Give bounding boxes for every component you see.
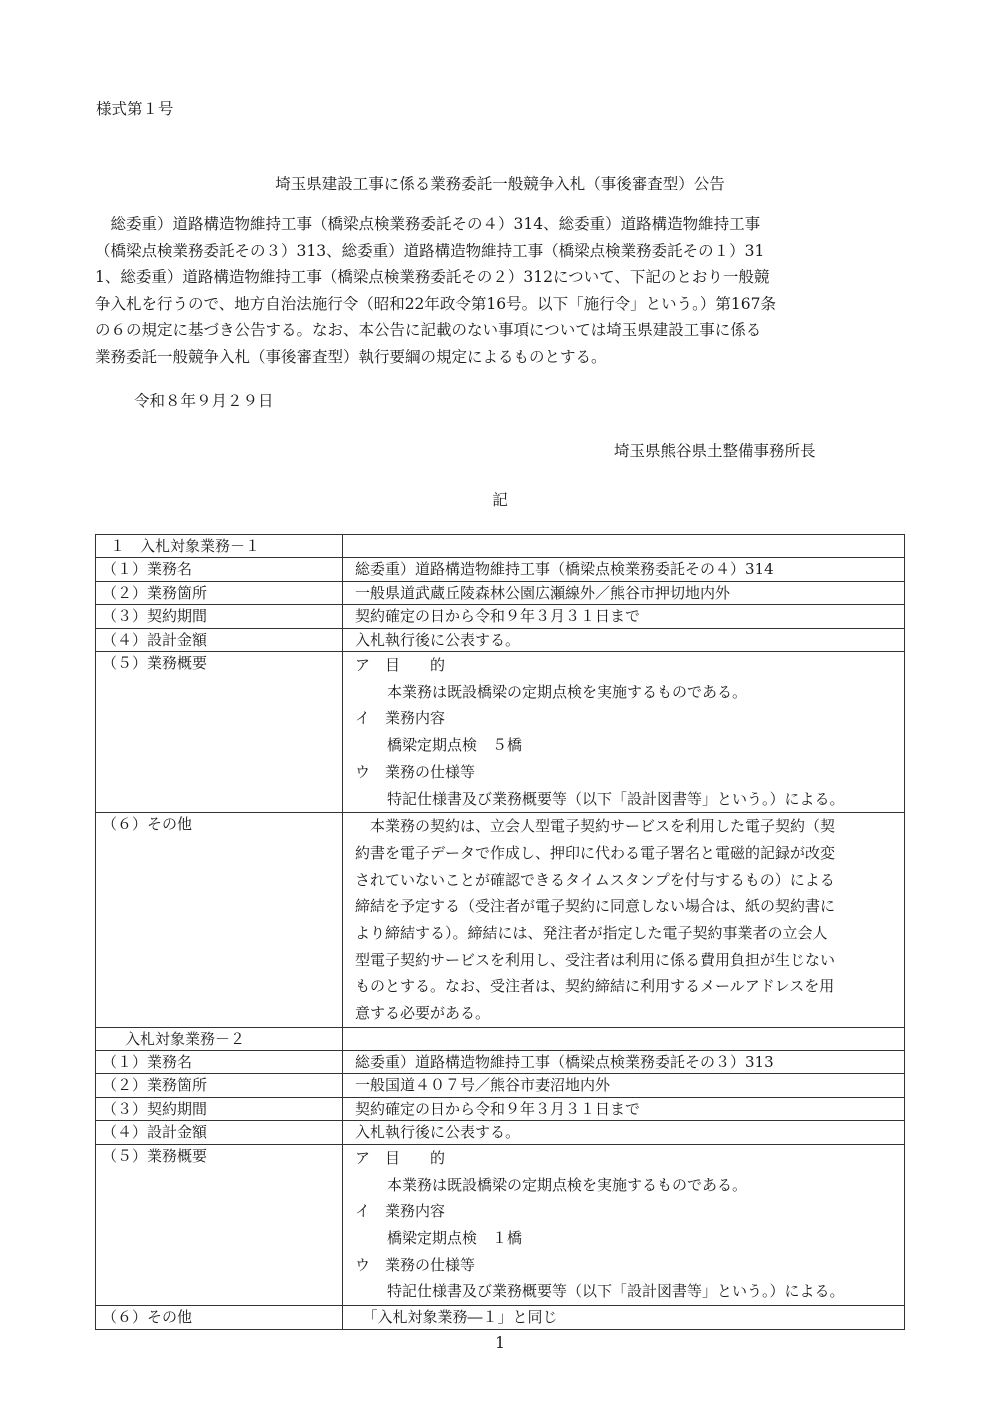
row-value: 総委重）道路構造物維持工事（橋梁点検業務委託その４）314 [343, 558, 905, 582]
other-line: 型電子契約サービスを利用し、受注者は利用に係る費用負担が生じない [355, 950, 836, 969]
table-row [96, 1306, 905, 1330]
row-value: 一般県道武蔵丘陵森林公園広瀬線外／熊谷市押切地内外 [343, 581, 905, 605]
summary-line: ウ 業務の仕様等 [355, 1255, 476, 1274]
summary-line: 橋梁定期点検 １橋 [387, 1228, 523, 1247]
row-value: 一般国道４０７号／熊谷市妻沼地内外 [343, 1074, 905, 1098]
table-row [96, 652, 905, 813]
summary-line: イ 業務内容 [355, 709, 446, 728]
notice-date: 令和８年９月２９日 [134, 392, 274, 410]
table-row [96, 558, 905, 582]
row-label: （６）その他 [96, 813, 343, 1028]
table-row [96, 581, 905, 605]
issuer: 埼玉県熊谷県土整備事務所長 [614, 442, 816, 460]
row-value: 契約確定の日から令和９年３月３１日まで [343, 605, 905, 629]
section-heading-text: 入札対象業務－２ [110, 1029, 246, 1048]
other-line: 約書を電子データで作成し、押印に代わる電子署名と電磁的記録が改変 [355, 843, 836, 862]
empty-cell [343, 535, 905, 558]
row-label: （４）設計金額 [96, 628, 343, 652]
row-label: （４）設計金額 [96, 1121, 343, 1145]
row-label: （２）業務箇所 [96, 581, 343, 605]
intro-line: の６の規定に基づき公告する。なお、本公告に記載のない事項については埼玉県建設工事に係る [95, 321, 762, 340]
row-label: （３）契約期間 [96, 605, 343, 629]
row-value: 契約確定の日から令和９年３月３１日まで [343, 1097, 905, 1121]
other-line: 本業務の契約は、立会人型電子契約サービスを利用した電子契約（契 [355, 817, 836, 836]
row-value [343, 813, 905, 1028]
bid-items-table [95, 534, 905, 1330]
row-value: 入札執行後に公表する。 [343, 628, 905, 652]
row-label: （２）業務箇所 [96, 1074, 343, 1098]
table-row [96, 605, 905, 629]
other-line: ものとする。なお、受注者は、契約締結に利用するメールアドレスを用 [355, 977, 835, 996]
other-line: 意する必要がある。 [355, 1004, 491, 1023]
row-label: （３）契約期間 [96, 1097, 343, 1121]
row-value: 総委重）道路構造物維持工事（橋梁点検業務委託その３）313 [343, 1050, 905, 1074]
summary-line: 特記仕様書及び業務概要等（以下「設計図書等」という。）による。 [387, 1282, 845, 1301]
table-row [96, 1050, 905, 1074]
row-value: 入札執行後に公表する。 [343, 1121, 905, 1145]
row-value [343, 652, 905, 813]
table-row [96, 1074, 905, 1098]
intro-line: 争入札を行うので、地方自治法施行令（昭和22年政令第16号。以下「施行令」という。）第167条 [95, 294, 776, 313]
table-row [96, 1144, 905, 1305]
section-heading [96, 1027, 343, 1050]
section-2-heading-row [96, 1027, 905, 1050]
summary-line: イ 業務内容 [355, 1202, 446, 1221]
row-label: （６）その他 [96, 1306, 343, 1330]
table-row [96, 628, 905, 652]
row-value: 「入札対象業務―１」と同じ [343, 1306, 905, 1330]
empty-cell [343, 1027, 905, 1050]
section-heading-text: １ 入札対象業務－１ [110, 537, 261, 555]
section-1-heading-row [96, 535, 905, 558]
form-number: 様式第１号 [96, 100, 174, 118]
table-row [96, 1097, 905, 1121]
summary-line: 本業務は既設橋梁の定期点検を実施するものである。 [387, 682, 748, 701]
table-row [96, 1121, 905, 1145]
row-label: （１）業務名 [96, 558, 343, 582]
summary-line: ウ 業務の仕様等 [355, 762, 476, 781]
intro-line: 総委重）道路構造物維持工事（橋梁点検業務委託その４）314、総委重）道路構造物維持工事 [95, 215, 761, 233]
intro-line: 業務委託一般競争入札（事後審査型）執行要綱の規定によるものとする。 [95, 347, 607, 366]
row-value [343, 1144, 905, 1305]
row-label: （１）業務名 [96, 1050, 343, 1074]
section-heading [96, 535, 343, 558]
page-number: 1 [495, 1334, 505, 1352]
summary-line: 特記仕様書及び業務概要等（以下「設計図書等」という。）による。 [387, 789, 845, 808]
intro-paragraph [95, 211, 910, 371]
intro-line: （橋梁点検業務委託その３）313、総委重）道路構造物維持工事（橋梁点検業務委託その１）31 [95, 241, 765, 260]
other-line: 締結を予定する（受注者が電子契約に同意しない場合は、紙の契約書に [355, 897, 836, 916]
ki-heading: 記 [492, 491, 508, 509]
summary-line: 本業務は既設橋梁の定期点検を実施するものである。 [387, 1175, 748, 1194]
other-line: より締結する）。締結には、発注者が指定した電子契約事業者の立会人 [355, 924, 828, 943]
row-label: （５）業務概要 [96, 1144, 343, 1305]
intro-line: 1、総委重）道路構造物維持工事（橋梁点検業務委託その２）312について、下記のとおり一般競 [95, 268, 770, 287]
row-label: （５）業務概要 [96, 652, 343, 813]
other-line: されていないことが確認できるタイムスタンプを付与するもの）による [355, 870, 835, 889]
table-row [96, 813, 905, 1028]
document-title: 埼玉県建設工事に係る業務委託一般競争入札（事後審査型）公告 [275, 175, 725, 193]
summary-line: ア 目 的 [355, 656, 446, 674]
summary-line: ア 目 的 [355, 1148, 446, 1167]
summary-line: 橋梁定期点検 ５橋 [387, 736, 523, 755]
